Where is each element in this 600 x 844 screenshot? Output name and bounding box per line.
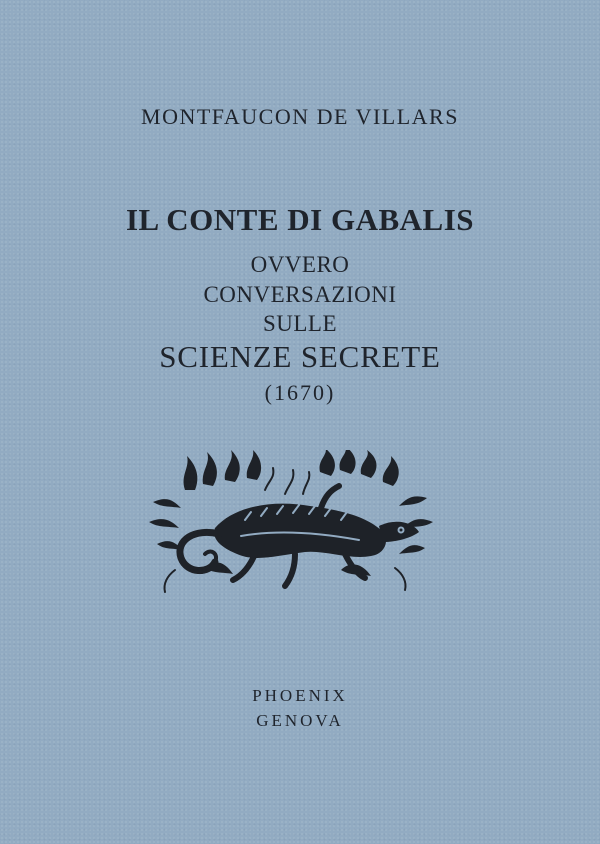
publisher-city: GENOVA <box>256 711 344 730</box>
subtitle-line-1: OVVERO <box>250 252 350 277</box>
publication-year: (1670) <box>264 380 336 405</box>
author-name: MONTFAUCON DE VILLARS <box>141 104 459 129</box>
book-title: IL CONTE DI GABALIS <box>125 202 475 237</box>
subtitle-line-3: SULLE <box>262 311 338 336</box>
publisher-name: PHOENIX <box>252 686 348 705</box>
subtitle-main: SCIENZE SECRETE <box>159 339 441 374</box>
salamander-in-flames-icon <box>145 450 435 595</box>
subtitle-line-2: CONVERSAZIONI <box>203 282 397 307</box>
